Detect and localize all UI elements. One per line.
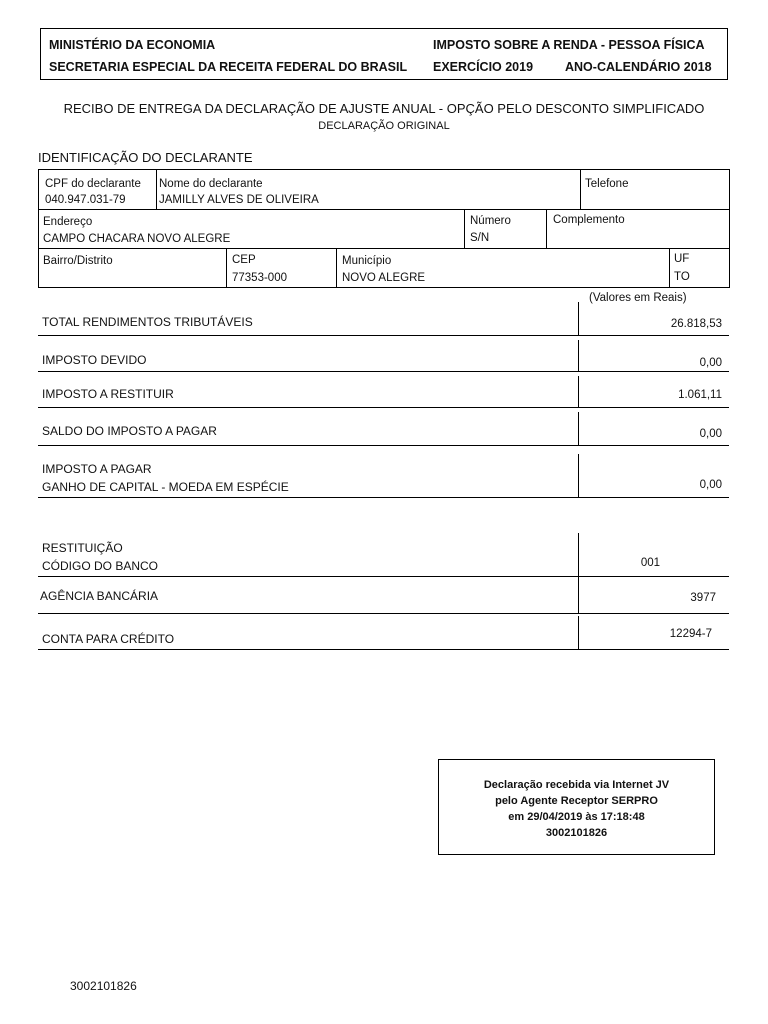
receipt-line-2: pelo Agente Receptor SERPRO xyxy=(495,795,658,807)
account-value: 12294-7 xyxy=(669,628,712,640)
cpf-label: CPF do declarante xyxy=(45,178,141,190)
cpf-value: 040.947.031-79 xyxy=(45,194,126,206)
refund-value: 1.061,11 xyxy=(678,389,722,401)
balance-value: 0,00 xyxy=(699,428,722,440)
district-label: Bairro/Distrito xyxy=(43,255,113,267)
name-label: Nome do declarante xyxy=(159,178,263,190)
phone-label: Telefone xyxy=(585,178,629,190)
complement-label: Complemento xyxy=(553,214,625,226)
cep-label: CEP xyxy=(232,254,256,266)
identification-title: IDENTIFICAÇÃO DO DECLARANTE xyxy=(38,150,253,165)
capital-gain-value: 0,00 xyxy=(699,479,722,491)
tax-title: IMPOSTO SOBRE A RENDA - PESSOA FÍSICA xyxy=(433,38,705,52)
tax-pay-label: IMPOSTO A PAGAR xyxy=(42,462,152,476)
total-income-value: 26.818,53 xyxy=(670,318,722,330)
total-income-label: TOTAL RENDIMENTOS TRIBUTÁVEIS xyxy=(42,315,253,329)
exercise-year: EXERCÍCIO 2019 xyxy=(433,60,534,74)
secretariat-name: SECRETARIA ESPECIAL DA RECEITA FEDERAL DO BRASIL xyxy=(49,60,408,74)
agency-label: AGÊNCIA BANCÁRIA xyxy=(40,589,159,603)
document-title: RECIBO DE ENTREGA DA DECLARAÇÃO DE AJUSTE ANUAL - OPÇÃO PELO DESCONTO SIMPLIFICADO xyxy=(63,101,705,116)
refund-label: IMPOSTO A RESTITUIR xyxy=(42,387,174,401)
address-value: CAMPO CHACARA NOVO ALEGRE xyxy=(43,233,231,245)
calendar-year: ANO-CALENDÁRIO 2018 xyxy=(565,60,712,74)
header-box xyxy=(40,28,728,80)
restitution-label: RESTITUIÇÃO xyxy=(42,541,123,555)
balance-label: SALDO DO IMPOSTO A PAGAR xyxy=(42,424,217,438)
number-value: S/N xyxy=(470,232,490,244)
receipt-line-4: 3002101826 xyxy=(545,827,608,839)
name-value: JAMILLY ALVES DE OLIVEIRA xyxy=(159,194,319,206)
receipt-box xyxy=(438,759,715,855)
bank-code-value: 001 xyxy=(640,557,660,569)
city-value: NOVO ALEGRE xyxy=(342,272,426,284)
bank-code-label: CÓDIGO DO BANCO xyxy=(42,559,159,573)
agency-value: 3977 xyxy=(690,592,716,604)
ministry-name: MINISTÉRIO DA ECONOMIA xyxy=(49,38,216,52)
cep-value: 77353-000 xyxy=(232,272,287,284)
identification-table xyxy=(38,169,730,288)
document-subtitle: DECLARAÇÃO ORIGINAL xyxy=(318,120,450,132)
uf-value: TO xyxy=(674,271,690,283)
account-label: CONTA PARA CRÉDITO xyxy=(42,632,175,646)
number-label: Número xyxy=(470,215,511,227)
receipt-line-1: Declaração recebida via Internet JV xyxy=(483,779,670,791)
uf-label: UF xyxy=(674,253,690,265)
receipt-line-3: em 29/04/2019 às 17:18:48 xyxy=(508,811,645,823)
tax-due-label: IMPOSTO DEVIDO xyxy=(42,353,147,367)
values-note: (Valores em Reais) xyxy=(589,292,687,304)
city-label: Município xyxy=(342,255,392,267)
capital-gain-label: GANHO DE CAPITAL - MOEDA EM ESPÉCIE xyxy=(42,480,289,494)
footer-code: 3002101826 xyxy=(70,979,137,993)
tax-due-value: 0,00 xyxy=(699,357,722,369)
address-label: Endereço xyxy=(43,216,93,228)
